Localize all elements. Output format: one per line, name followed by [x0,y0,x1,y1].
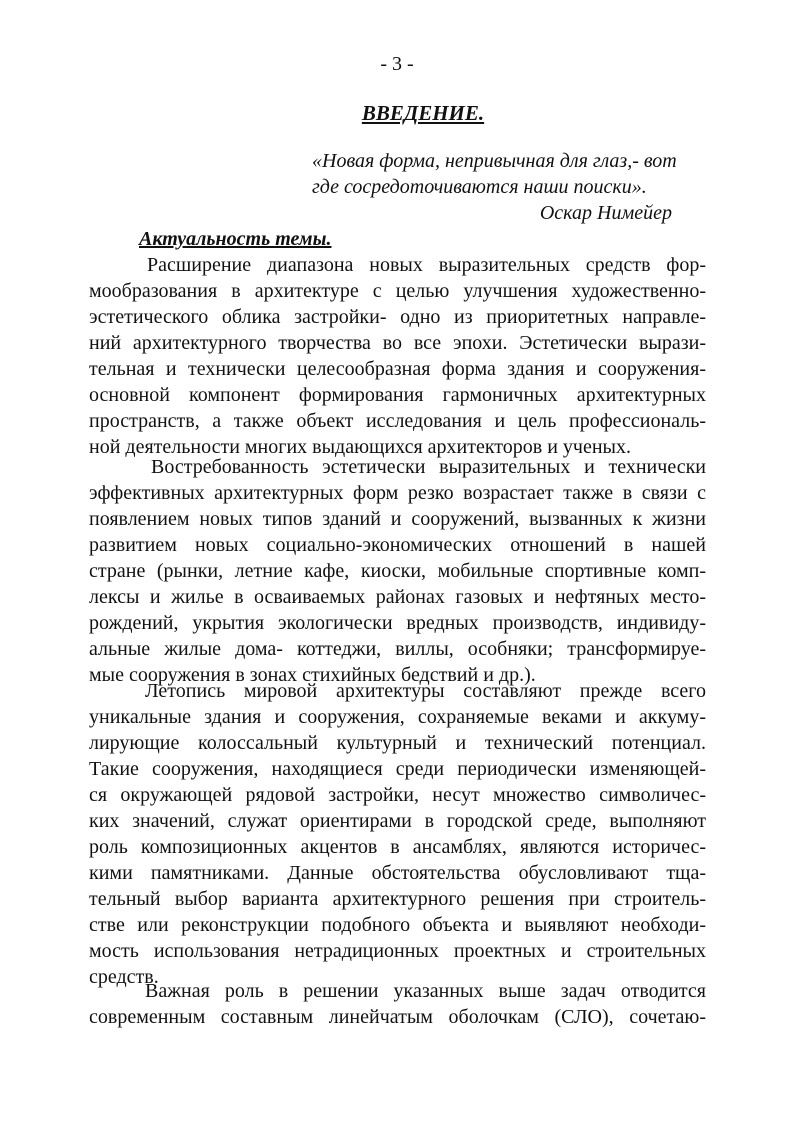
paragraph-line: Летопись мировой архитектуры составляют прежде всего [145,680,706,702]
epigraph-line: «Новая форма, непривычная для глаз,- вот [312,150,677,172]
paragraph-line: Такие сооружения, находящиеся среди периодически изменяющей- [89,758,706,780]
paragraph-line: рождений, укрытия экологически вредных производств, индивиду- [89,612,706,634]
paragraph-line: уникальные здания и сооружения, сохраняемые веками и аккуму- [89,706,706,728]
paragraph-line: ний архитектурного творчества во все эпохи. Эстетически вырази- [89,332,706,354]
paragraph-line: роль композиционных акцентов в ансамблях, являются историчес- [89,836,706,858]
paragraph-line: мость использования нетрадиционных проектных и строительных [89,940,706,962]
paragraph-line: тельный выбор варианта архитектурного решения при строитель- [89,888,706,910]
epigraph-line: где сосредоточиваются наши поиски». [312,176,647,198]
paragraph-line: ся окружающей рядовой застройки, несут множество символичес- [89,784,706,806]
paragraph-line: появлением новых типов зданий и сооружений, вызванных к жизни [89,508,706,530]
paragraph-line: эффективных архитектурных форм резко возрастает также в связи с [89,482,706,504]
paragraph-line: Важная роль в решении указанных выше задач отводится [145,980,706,1002]
epigraph-author: Оскар Нимейер [539,202,672,224]
section-heading: ВВЕДЕНИЕ. [361,101,485,125]
paragraph-line: ких значений, служат ориентирами в городской среде, выполняют [89,810,706,832]
epigraph [312,148,712,226]
paragraph-line: мые сооружения в зонах стихийных бедствий и др.). [89,664,536,686]
paragraph-line: основной компонент формирования гармоничных архитектурных [89,384,706,406]
paragraph-line: Расширение диапазона новых выразительных средств фор- [147,254,706,276]
paragraph-line: лексы и жилье в осваиваемых районах газовых и нефтяных место- [89,586,706,608]
paragraph-line: альные жилые дома- коттеджи, виллы, особняки; трансформируе- [89,638,706,660]
paragraph-line: Востребованность эстетически выразительных и технически [151,456,706,478]
page-number: - 3 - [380,53,414,75]
subsection-heading: Актуальность темы. [139,228,332,250]
paragraph-line: стве или реконструкции подобного объекта и выявляют необходи- [89,914,706,936]
paragraph-line: современным составным линейчатым оболочкам (СЛО), сочетаю- [89,1006,706,1028]
paragraph-line: пространств, а также объект исследования и цель профессиональ- [89,410,706,432]
paragraph [89,678,706,990]
paragraph-line: мообразования в архитектуре с целью улучшения художественно- [89,280,706,302]
paragraph-line: средств. [89,966,159,988]
paragraph-line: стране (рынки, летние кафе, киоски, мобильные спортивные комп- [89,560,706,582]
paragraph-line: эстетического облика застройки- одно из приоритетных направле- [89,306,706,328]
paragraph-line: лирующие колоссальный культурный и технический потенциал. [89,732,706,754]
paragraph [89,252,706,460]
paragraph-line: развитием новых социально-экономических отношений в нашей [89,534,706,556]
paragraph [89,978,706,1030]
paragraph [89,454,706,688]
paragraph-line: тельная и технически целесообразная форма здания и сооружения- [89,358,706,380]
paragraph-line: кими памятниками. Данные обстоятельства обусловливают тща- [89,862,706,884]
paragraph-line: ной деятельности многих выдающихся архитекторов и ученых. [89,436,631,458]
